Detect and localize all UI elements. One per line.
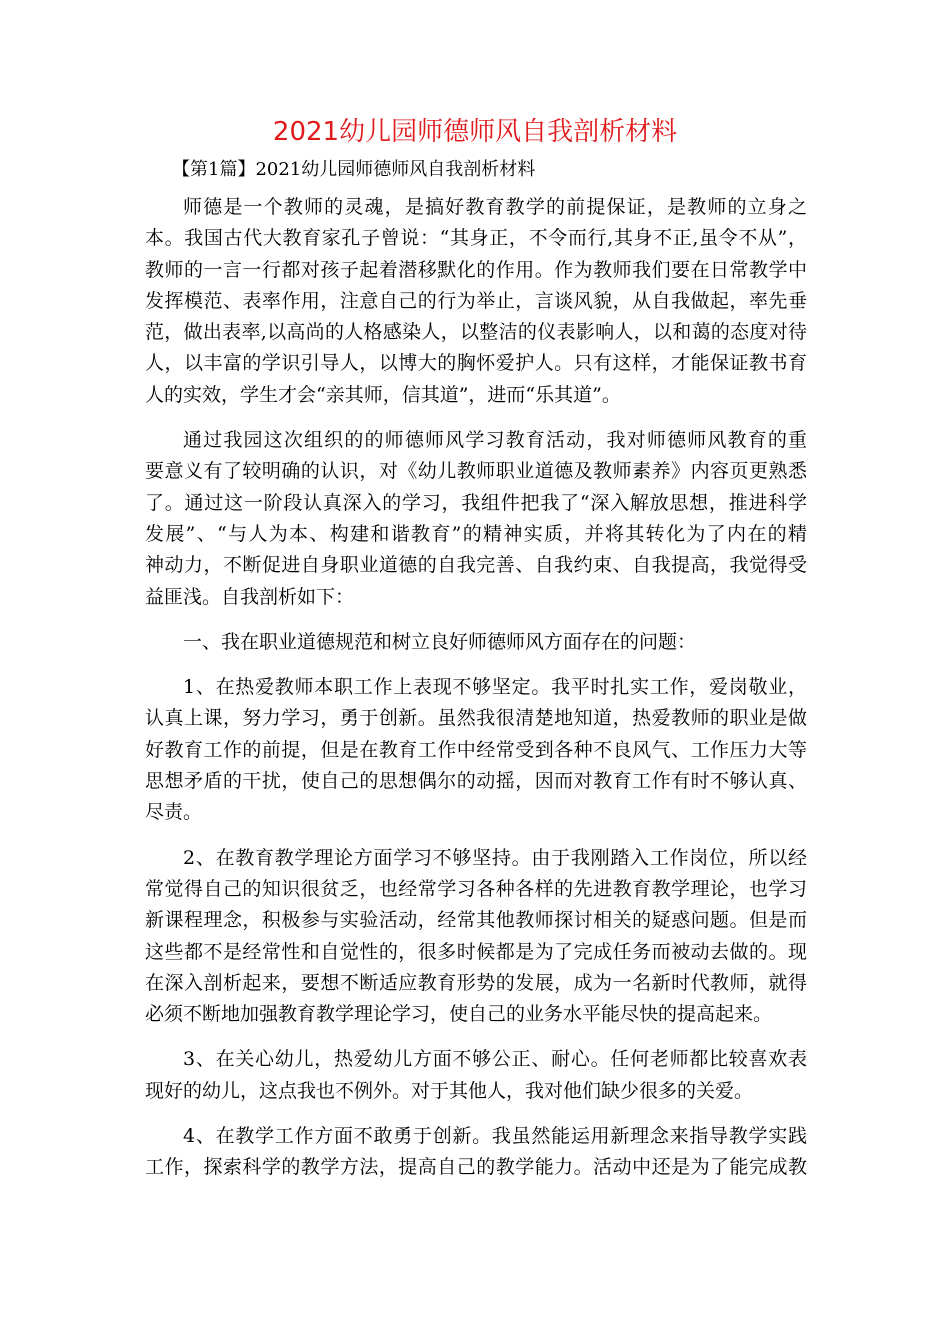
paragraph-line: 常觉得自己的知识很贫乏，也经常学习各种各样的先进教育教学理论，也学习 [145, 877, 807, 900]
paragraph-line: 思想矛盾的干扰，使自己的思想偶尔的动摇，因而对教育工作有时不够认真、 [145, 770, 807, 793]
paragraph-line: 神动力，不断促进自身职业道德的自我完善、自我约束、自我提高，我觉得受 [145, 554, 807, 577]
paragraph-line: 认真上课，努力学习，勇于创新。虽然我很清楚地知道，热爱教师的职业是做 [145, 707, 807, 730]
paragraph-line: 好教育工作的前提，但是在教育工作中经常受到各种不良风气、工作压力大等 [145, 738, 807, 761]
paragraph [145, 192, 807, 411]
paragraph-line: 2、在教育教学理论方面学习不够坚持。由于我刚踏入工作岗位，所以经 [183, 846, 807, 869]
paragraph [145, 843, 807, 1031]
document-body [145, 192, 807, 1198]
paragraph-line: 发挥模范、表率作用，注意自己的行为举止，言谈风貌，从自我做起，率先垂 [145, 289, 807, 312]
paragraph-line: 新课程理念，积极参与实验活动，经常其他教师探讨相关的疑惑问题。但是而 [145, 909, 807, 932]
paragraph-line: 人，以丰富的学识引导人，以博大的胸怀爱护人。只有这样，才能保证教书育 [145, 352, 807, 375]
paragraph-line: 现好的幼儿，这点我也不例外。对于其他人，我对他们缺少很多的关爱。 [145, 1079, 754, 1102]
paragraph-line: 这些都不是经常性和自觉性的，很多时候都是为了完成任务而被动去做的。现 [145, 940, 807, 963]
paragraph [145, 1121, 807, 1184]
paragraph-line: 3、在关心幼儿，热爱幼儿方面不够公正、耐心。任何老师都比较喜欢表 [183, 1048, 807, 1071]
paragraph-line: 益匪浅。自我剖析如下： [145, 585, 355, 608]
paragraph-line: 本。我国古代大教育家孔子曾说：“其身正，不令而行,其身不正,虽令不从”， [145, 227, 807, 250]
paragraph-line: 4、在教学工作方面不敢勇于创新。我虽然能运用新理念来指导教学实践 [183, 1125, 807, 1148]
paragraph-line: 要意义有了较明确的认识，对《幼儿教师职业道德及教师素养》内容页更熟悉 [145, 460, 807, 483]
paragraph-line: 了。通过这一阶段认真深入的学习，我组件把我了“深入解放思想，推进科学 [145, 491, 807, 514]
paragraph-line: 人的实效，学生才会“亲其师，信其道”，进而“乐其道”。 [145, 383, 621, 406]
paragraph-line: 通过我园这次组织的的师德师风学习教育活动，我对师德师风教育的重 [183, 429, 807, 452]
paragraph-line: 师德是一个教师的灵魂，是搞好教育教学的前提保证，是教师的立身之 [183, 196, 807, 218]
document-title: 2021幼儿园师德师风自我剖析材料 [272, 117, 678, 147]
paragraph-line: 1、在热爱教师本职工作上表现不够坚定。我平时扎实工作，爱岗敬业， [183, 676, 807, 699]
paragraph-line: 发展”、“与人为本、构建和谐教育”的精神实质，并将其转化为了内在的精 [145, 522, 807, 545]
paragraph-line: 教师的一言一行都对孩子起着潜移默化的作用。作为教师我们要在日常教学中 [145, 258, 807, 281]
paragraph-line: 工作，探索科学的教学方法，提高自己的教学能力。活动中还是为了能完成教 [145, 1156, 807, 1179]
paragraph-line: 尽责。 [145, 801, 203, 824]
paragraph-line: 必须不断地加强教育教学理论学习，使自己的业务水平能尽快的提高起来。 [145, 1003, 773, 1026]
paragraph-line: 在深入剖析起来，要想不断适应教育形势的发展，成为一名新时代教师，就得 [145, 971, 807, 994]
paragraph [145, 627, 807, 658]
paragraph [145, 672, 807, 828]
paragraph-line: 一、我在职业道德规范和树立良好师德师风方面存在的问题： [183, 630, 697, 653]
paragraph [145, 425, 807, 613]
paragraph-line: 范，做出表率,以高尚的人格感染人，以整洁的仪表影响人，以和蔼的态度对待 [145, 321, 807, 344]
paragraph [145, 1044, 807, 1107]
document-subtitle: 【第1篇】2021幼儿园师德师风自我剖析材料 [172, 159, 536, 180]
